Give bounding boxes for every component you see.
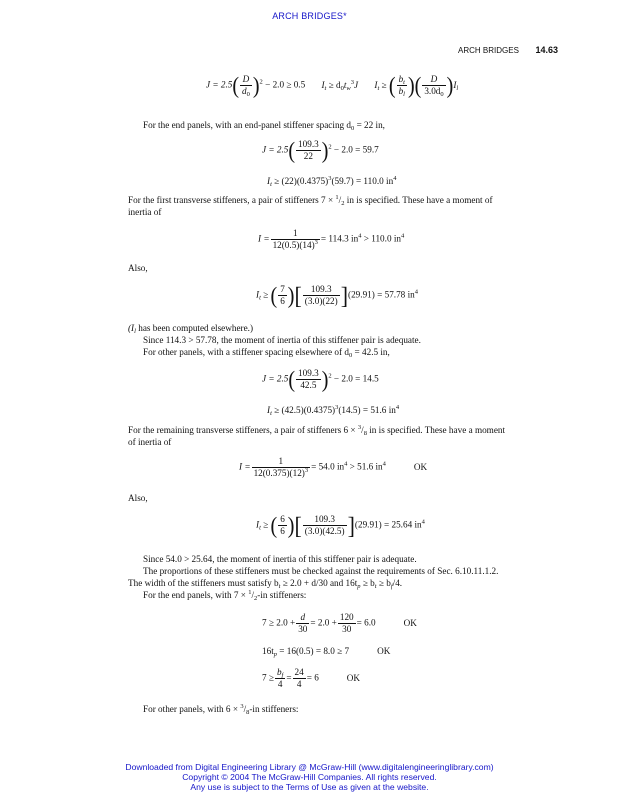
paragraph-other-panels: For other panels, with a stiffener spacing elsewhere of $d_0 = 42.5$ in, (143, 347, 390, 359)
footer-copyright: Copyright © 2004 The McGraw-Hill Companies. All rights reserved. (182, 772, 437, 782)
equation-j-end-panel: J = 2.5( $\frac{109.3}{22}$ )$^2$ − 2.0 = 59.7 (262, 137, 379, 164)
page-number: 14.63 (535, 45, 558, 55)
paragraph-remaining-stiffeners: For the remaining transverse stiffeners, a pair of stiffeners $6 \times ^3/_8$ in is specified. These have a moment (128, 424, 506, 437)
equation-thickness-check: $16t_p = 16(0.5) = 8.0 \ge 7$ OK (262, 646, 391, 658)
equation-moment-inertia-1: I = $\frac{1}{12(0.5)(14)^3}$ = 114.3 $in^4 > 110.0$ $in^4$ (258, 228, 405, 250)
paragraph-remaining-stiffeners-cont: of inertia of (128, 437, 172, 447)
paragraph-other-panels-stiffeners: For other panels, with $6 \times ^3/_8-in$ stiffeners: (143, 703, 299, 716)
footer-download-link[interactable]: Downloaded from Digital Engineering Library @ McGraw-Hill (www.digitalengineeringlibrary.com) (125, 762, 494, 772)
label-also-1: Also, (128, 263, 148, 273)
note-il-computed: ($I_l$ has been computed elsewhere.) (128, 323, 254, 335)
footer-terms-link[interactable]: Any use is subject to the Terms of Use as given at the website. (190, 782, 429, 792)
equation-flange-check: 7 ≥ $\frac{b_f}{4}$ = $\frac{24}{4}$ = 6 OK (262, 667, 361, 689)
book-banner: ARCH BRIDGES* (272, 11, 347, 21)
equation-criteria: J = 2.5( $\frac{D}{d_0}$ )$^2$ − 2.0 ≥ 0.5 $I_t \ge d_0t_w^3J$ $I_t$ ≥ ( $\frac{b_t}{b_l}$ )( $\frac{D}{3.0d_0}$ )$I_l$ (206, 72, 459, 99)
paragraph-width-criteria: The width of the stiffeners must satisfy $b_t \ge 2.0 + d/30$ and $16t_p \ge b_t \ge b_f/4$. (128, 578, 403, 590)
paragraph-first-stiffeners-cont: inertia of (128, 207, 162, 217)
equation-it-check-1: $I_t$ ≥ ( $\frac{7}{6}$ )[ $\frac{109.3}{(3.0)(22)}$ ](29.91) = 57.78 $in^4$ (256, 281, 418, 309)
equation-moment-inertia-2: I = $\frac{1}{12(0.375)(12)^3}$ = 54.0 $in^4 > 51.6$ $in^4$ OK (239, 456, 428, 478)
label-also-2: Also, (128, 493, 148, 503)
equation-it-other-panels: $I_t \ge (42.5)(0.4375)^3(14.5) = 51.6$ $in^4$ (267, 404, 400, 417)
paragraph-first-stiffeners: For the first transverse stiffeners, a pair of stiffeners $7 \times ^1/_2$ in is specified. These have a moment of (128, 194, 493, 207)
equation-it-check-2: $I_t$ ≥ ( $\frac{6}{6}$ )[ $\frac{109.3}{(3.0)(42.5)}$ ](29.91) = 25.64 $in^4$ (256, 511, 425, 539)
paragraph-adequate-1: Since 114.3 > 57.78, the moment of inertia of this stiffener pair is adequate. (143, 335, 421, 345)
paragraph-end-panels: For the end panels, with an end-panel stiffener spacing $d_0 = 22$ in, (143, 120, 385, 132)
equation-j-other-panels: J = 2.5( $\frac{109.3}{42.5}$ )$^2$ − 2.0 = 14.5 (262, 366, 379, 393)
paragraph-adequate-2: Since 54.0 > 25.64, the moment of inertia of this stiffener pair is adequate. (143, 554, 417, 564)
equation-width-check: 7 ≥ 2.0 + $\frac{d}{30}$ = 2.0 + $\frac{120}{30}$ = 6.0 OK (262, 612, 417, 634)
equation-it-end-panel: $I_t \ge (22)(0.4375)^3(59.7) = 110.0$ $in^4$ (267, 175, 397, 188)
paragraph-proportions: The proportions of these stiffeners must be checked against the requirements of Sec. 6.10.11.1.2. (143, 566, 499, 576)
paragraph-end-panels-stiffeners: For the end panels, with $7 \times ^1/_2-in$ stiffeners: (143, 589, 307, 602)
running-head-title: ARCH BRIDGES (458, 46, 519, 55)
